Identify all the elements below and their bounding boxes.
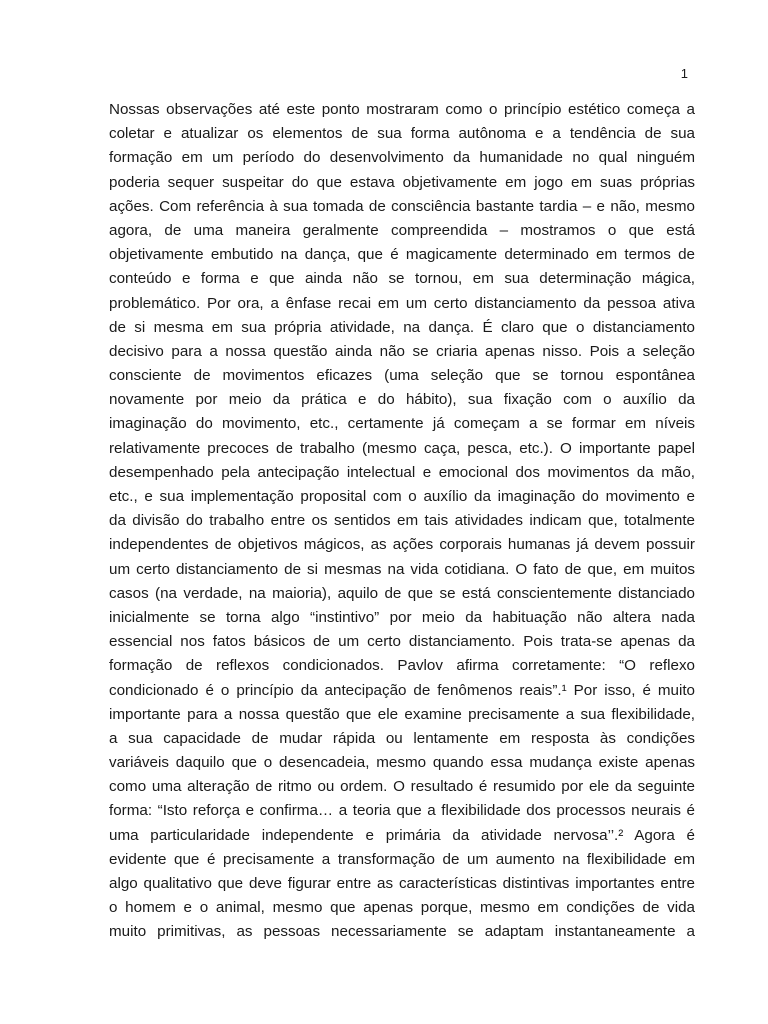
text-line: Nossas observações até este ponto mostraram como o princípio estético começa a [109,101,695,118]
text-line: formação de reflexos condicionados. Pavlov afirma corretamente: “O reflexo [109,657,695,675]
text-line: independentes de objetivos mágicos, as ações corporais humanas já devem possuir [109,536,695,554]
text-line: etc., e sua implementação proposital com o auxílio da imaginação do movimento e [109,488,695,505]
text-line: desempenhado pela antecipação intelectual e emocional dos movimentos da mão, [109,463,695,481]
text-line: coletar e atualizar os elementos de sua forma autônoma e a tendência de sua [109,125,695,143]
text-line: problemático. Por ora, a ênfase recai em um certo distanciamento da pessoa ativa [109,294,695,312]
text-line: evidente que é precisamente a transformação de um aumento na flexibilidade em [109,850,695,868]
text-line: como uma alteração de ritmo ou ordem. O resultado é resumido por ele da seguinte [109,778,695,796]
text-line: algo qualitativo que deve figurar entre as características distintivas importantes entre [109,875,695,892]
text-line: agora, de uma maneira geralmente compreendida – mostramos o que está [109,221,695,239]
text-line: uma particularidade independente e primária da atividade nervosa’’.² Agora é [109,826,695,844]
text-line: poderia sequer suspeitar do que estava objetivamente em jogo em suas próprias [109,173,695,191]
text-line: formação em um período do desenvolvimento da humanidade no qual ninguém [109,149,695,167]
text-line: imaginação do movimento, etc., certamente já começam a se formar em níveis [109,415,695,433]
text-line: variáveis daquilo que o desencadeia, mesmo quando essa mudança existe apenas [109,754,695,772]
text-line: decisivo para a nossa questão ainda não se criaria apenas nisso. Pois a seleção [109,342,695,360]
text-line: muito primitivas, as pessoas necessariamente se adaptam instantaneamente a [109,923,695,941]
text-line: inicialmente se torna algo “instintivo” por meio da habituação não altera nada [109,608,695,626]
text-line: essencial nos fatos básicos de um certo distanciamento. Pois trata-se apenas da [109,633,695,651]
body-paragraph [109,98,695,945]
text-line: o homem e o animal, mesmo que apenas porque, mesmo em condições de vida [109,899,695,917]
text-line: um certo distanciamento de si mesmas na vida cotidiana. O fato de que, em muitos [109,560,695,578]
text-line: ações. Com referência à sua tomada de consciência bastante tardia – e não, mesmo [109,197,695,215]
text-line: novamente por meio da prática e do hábito), sua fixação com o auxílio da [109,391,695,409]
text-line: relativamente precoces de trabalho (mesmo caça, pesca, etc.). O importante papel [109,439,695,457]
page-number: 1 [680,66,688,81]
text-line: da divisão do trabalho entre os sentidos em tais atividades indicam que, totalmente [109,512,695,530]
text-line: condicionado é o princípio da antecipação de fenômenos reais”.¹ Por isso, é muito [109,681,695,699]
text-line: forma: “Isto reforça e confirma… a teoria que a flexibilidade dos processos neurais é [109,802,695,820]
text-line: casos (na verdade, na maioria), aquilo de que se está conscientemente distanciado [109,584,695,602]
text-line: conteúdo e forma e que ainda não se tornou, em sua determinação mágica, [109,270,695,288]
text-line: a sua capacidade de mudar rápida ou lentamente em resposta às condições [109,729,695,747]
text-line: objetivamente embutido na dança, que é magicamente determinado em termos de [109,246,695,264]
text-line: consciente de movimentos eficazes (uma seleção que se tornou espontânea [109,367,695,385]
text-line: importante para a nossa questão que ele examine precisamente a sua flexibilidade, [109,705,695,723]
text-line: de si mesma em sua própria atividade, na dança. É claro que o distanciamento [109,318,695,336]
